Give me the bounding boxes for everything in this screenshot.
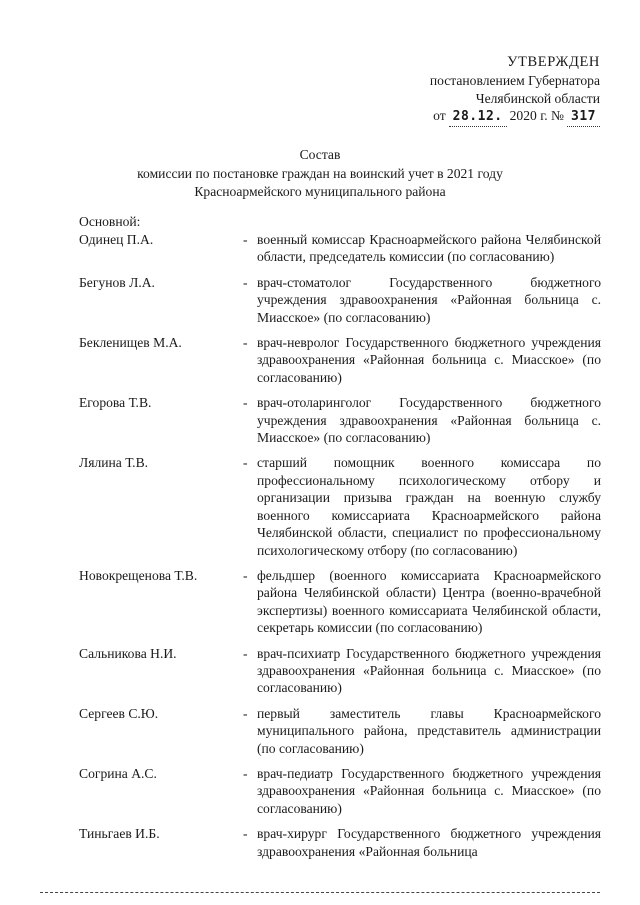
approval-block bbox=[390, 54, 600, 127]
member-dash: - bbox=[243, 232, 248, 247]
member-dash: - bbox=[243, 455, 248, 471]
approval-line-2: Челябинской области bbox=[475, 90, 600, 106]
approval-title: УТВЕРЖДЕН bbox=[507, 54, 600, 70]
member-role: врач-невролог Государственного бюджетного учреждения здравоохранения «Районная больница с. Миасское» (по согласованию) bbox=[257, 335, 601, 385]
member-role: врач-хирург Государственного бюджетного учреждения здравоохранения «Районная больница bbox=[257, 826, 601, 859]
approval-prefix: от bbox=[433, 108, 446, 124]
approval-date: 28.12. bbox=[449, 108, 507, 126]
members-list bbox=[79, 231, 601, 868]
member-role: военный комиссар Красноармейского района Челябинской области, председатель комиссии (по согласованию) bbox=[257, 232, 601, 265]
member-name: Бегунов Л.А. bbox=[79, 274, 155, 290]
member-row bbox=[79, 825, 601, 860]
section-label: Основной: bbox=[79, 214, 141, 229]
page-bottom-rule bbox=[40, 892, 600, 893]
member-dash: - bbox=[243, 645, 248, 661]
member-row bbox=[79, 274, 601, 326]
member-row bbox=[79, 231, 601, 266]
approval-line-1: постановлением Губернатора bbox=[429, 73, 600, 89]
approval-year-number: 2020 г. № bbox=[509, 108, 565, 124]
member-role: врач-отоларинголог Государственного бюджетного учреждения здравоохранения «Районная больница с. Миасское» (по согласованию) bbox=[257, 395, 601, 446]
member-row bbox=[79, 765, 601, 817]
member-name: Новокрещенова Т.В. bbox=[79, 567, 198, 583]
heading-line-2: Красноармейского муниципального района bbox=[194, 183, 446, 199]
member-row bbox=[79, 334, 601, 386]
member-role: врач-стоматолог Государственного бюджетного учреждения здравоохранения «Районная больница с. Миасское» (по согласованию) bbox=[257, 274, 601, 325]
member-name: Егорова Т.В. bbox=[79, 395, 152, 411]
member-dash: - bbox=[243, 567, 248, 583]
member-role: врач-психиатр Государственного бюджетного учреждения здравоохранения «Районная больница с. Миасское» (по согласованию) bbox=[257, 645, 601, 696]
member-name: Тиньгаев И.Б. bbox=[79, 826, 160, 842]
member-dash: - bbox=[243, 705, 248, 721]
member-role: врач-педиатр Государственного бюджетного учреждения здравоохранения «Районная больница с. Миасское» (по согласованию) bbox=[257, 765, 601, 816]
member-dash: - bbox=[243, 274, 248, 290]
member-dash: - bbox=[243, 826, 248, 842]
member-dash: - bbox=[243, 765, 248, 781]
member-name: Сергеев С.Ю. bbox=[79, 705, 159, 721]
heading-line-1: комиссии по постановке граждан на воинский учет в 2021 году bbox=[137, 166, 503, 182]
approval-number: 317 bbox=[567, 108, 600, 126]
member-row bbox=[79, 567, 601, 637]
member-dash: - bbox=[243, 395, 248, 411]
member-role: фельдшер (военного комиссариата Красноармейского района Челябинской области) Центра (военно-врачебной экспертизы) военного комиссариата Челябинской области, секретарь комиссии (по согласованию) bbox=[257, 567, 601, 636]
member-name: Одинец П.А. bbox=[79, 232, 154, 247]
member-row bbox=[79, 454, 601, 558]
member-row bbox=[79, 394, 601, 446]
member-dash: - bbox=[243, 335, 248, 351]
member-name: Согрина А.С. bbox=[79, 765, 157, 781]
member-role: старший помощник военного комиссара по профессиональному психологическому отбору и организации призыва граждан на военную службу военного комиссариата Красноармейского района Челябинской области, специалист по профессиональному психологическому отбору (по согласованию) bbox=[257, 455, 601, 558]
member-name: Сальникова Н.И. bbox=[79, 645, 177, 661]
member-role: первый заместитель главы Красноармейского муниципального района, представитель администрации (по согласованию) bbox=[257, 705, 601, 756]
document-heading bbox=[0, 146, 640, 200]
member-name: Бекленищев М.А. bbox=[79, 335, 182, 351]
member-name: Лялина Т.В. bbox=[79, 455, 149, 471]
heading-title: Состав bbox=[299, 147, 341, 162]
member-row bbox=[79, 705, 601, 757]
member-row bbox=[79, 645, 601, 697]
approval-date-line bbox=[390, 107, 600, 126]
